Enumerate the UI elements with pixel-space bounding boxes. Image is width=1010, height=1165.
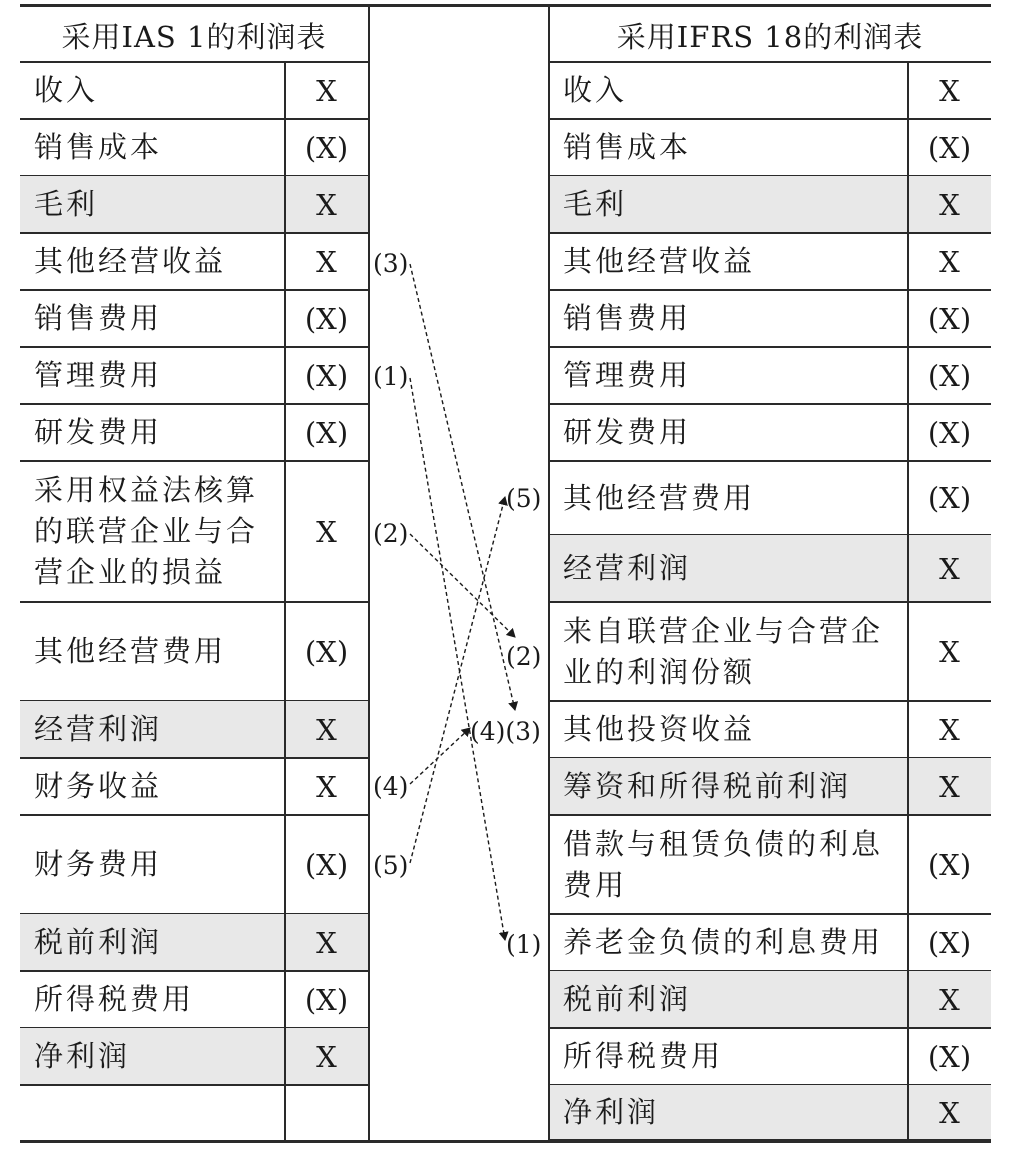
marker-right-1: (1) — [506, 930, 542, 959]
ifrs-row-label: 税前利润 — [549, 971, 908, 1028]
ifrs-row-value: X — [908, 758, 991, 815]
separator-ifrs-left — [548, 4, 550, 1142]
ifrs-row-value: (X) — [927, 925, 972, 960]
ias-row-label: 经营利润 — [20, 701, 285, 758]
marker-left-2: (2) — [373, 519, 409, 548]
top-rule — [20, 4, 991, 7]
ias-row-value: (X) — [304, 415, 349, 450]
ifrs-row-label: 销售费用 — [563, 301, 692, 335]
ias-row-value: (X) — [304, 130, 349, 165]
ifrs-row-label: 销售成本 — [563, 130, 692, 164]
ifrs-row-label: 其他投资收益 — [563, 712, 756, 746]
ias-row-value: X — [285, 1028, 368, 1085]
ifrs-row-label: 收入 — [563, 73, 628, 107]
ifrs-row-label: 来自联营企业与合营企 业的利润份额 — [563, 613, 884, 689]
ias-row-value: (X) — [304, 847, 349, 882]
ias-row-label: 研发费用 — [34, 415, 163, 449]
bottom-rule — [20, 1140, 991, 1143]
ifrs-row-label: 毛利 — [549, 176, 908, 233]
ifrs-row-label: 净利润 — [549, 1085, 908, 1140]
ifrs-row-value: X — [939, 244, 960, 279]
ias-row-label: 财务费用 — [34, 847, 163, 881]
ifrs-row-value: (X) — [927, 481, 972, 515]
ias-row-label: 销售成本 — [34, 130, 163, 164]
ias-row-label: 财务收益 — [34, 769, 163, 803]
ias-row-value: X — [316, 244, 337, 279]
ias-row-value: X — [316, 73, 337, 108]
ias-row-label: 所得税费用 — [34, 982, 195, 1016]
ifrs-row-value: (X) — [927, 358, 972, 393]
ifrs-row-label: 其他经营收益 — [563, 244, 756, 278]
ias-row-value: X — [316, 514, 337, 549]
ias-row-label: 采用权益法核算 的联营企业与合 营企业的损益 — [34, 473, 259, 589]
ifrs-row-value: (X) — [927, 847, 972, 882]
ias-row-value: X — [285, 914, 368, 971]
arrow-4 — [410, 728, 470, 784]
marker-left-3: (3) — [373, 249, 409, 278]
ias-row-label: 毛利 — [20, 176, 285, 233]
ifrs-table-title: 采用IFRS 18的利润表 — [616, 19, 924, 54]
ifrs-row-value: (X) — [927, 130, 972, 165]
separator-ias-right — [368, 4, 370, 1142]
ifrs-row-value: X — [939, 634, 960, 669]
ias-row-value: X — [316, 769, 337, 804]
ifrs-row-value: X — [939, 73, 960, 108]
ias-row-label: 其他经营费用 — [34, 634, 227, 668]
ias-row-value: X — [285, 176, 368, 233]
ias-row-label: 销售费用 — [34, 301, 163, 335]
marker-left-5: (5) — [373, 851, 409, 880]
marker-right-5: (5) — [506, 484, 542, 513]
ias-row-label: 净利润 — [20, 1028, 285, 1085]
ias-row-value: (X) — [304, 982, 349, 1017]
ifrs-row-label: 筹资和所得税前利润 — [549, 758, 908, 815]
ifrs-row-value: X — [908, 971, 991, 1028]
marker-right-2: (2) — [506, 642, 542, 671]
ias-row-label: 收入 — [34, 73, 99, 107]
ifrs-row-value: (X) — [927, 301, 972, 336]
ias-row-value: X — [285, 701, 368, 758]
ifrs-row-label: 借款与租赁负债的利息 费用 — [563, 826, 884, 902]
ias-row-label: 税前利润 — [20, 914, 285, 971]
ias-row-value: (X) — [304, 301, 349, 336]
ifrs-row-value: X — [908, 176, 991, 233]
ifrs-row-value: (X) — [927, 1039, 972, 1074]
ifrs-row-label: 经营利润 — [549, 535, 908, 602]
ifrs-row-value: (X) — [927, 415, 972, 450]
arrow-5 — [410, 497, 505, 863]
marker-right-4-3: (4)(3) — [470, 717, 541, 746]
ias-row-label: 其他经营收益 — [34, 244, 227, 278]
ifrs-row-value: X — [939, 712, 960, 747]
arrow-2 — [410, 534, 515, 637]
ias-table-title: 采用IAS 1的利润表 — [61, 19, 327, 54]
marker-left-1: (1) — [373, 362, 409, 391]
ias-row-value: (X) — [304, 634, 349, 669]
ifrs-row-label: 管理费用 — [563, 358, 692, 392]
ifrs-row-value: X — [908, 1085, 991, 1140]
ifrs-row-value: X — [908, 535, 991, 602]
arrow-1 — [410, 378, 505, 940]
ifrs-row-label: 所得税费用 — [563, 1039, 724, 1073]
ifrs-row-label: 其他经营费用 — [563, 480, 756, 515]
arrow-3 — [410, 264, 515, 710]
ifrs-row-label: 养老金负债的利息费用 — [563, 925, 884, 959]
ias-row-label: 管理费用 — [34, 358, 163, 392]
ias-row-value: (X) — [304, 358, 349, 393]
ifrs-row-label: 研发费用 — [563, 415, 692, 449]
marker-left-4: (4) — [373, 772, 409, 801]
